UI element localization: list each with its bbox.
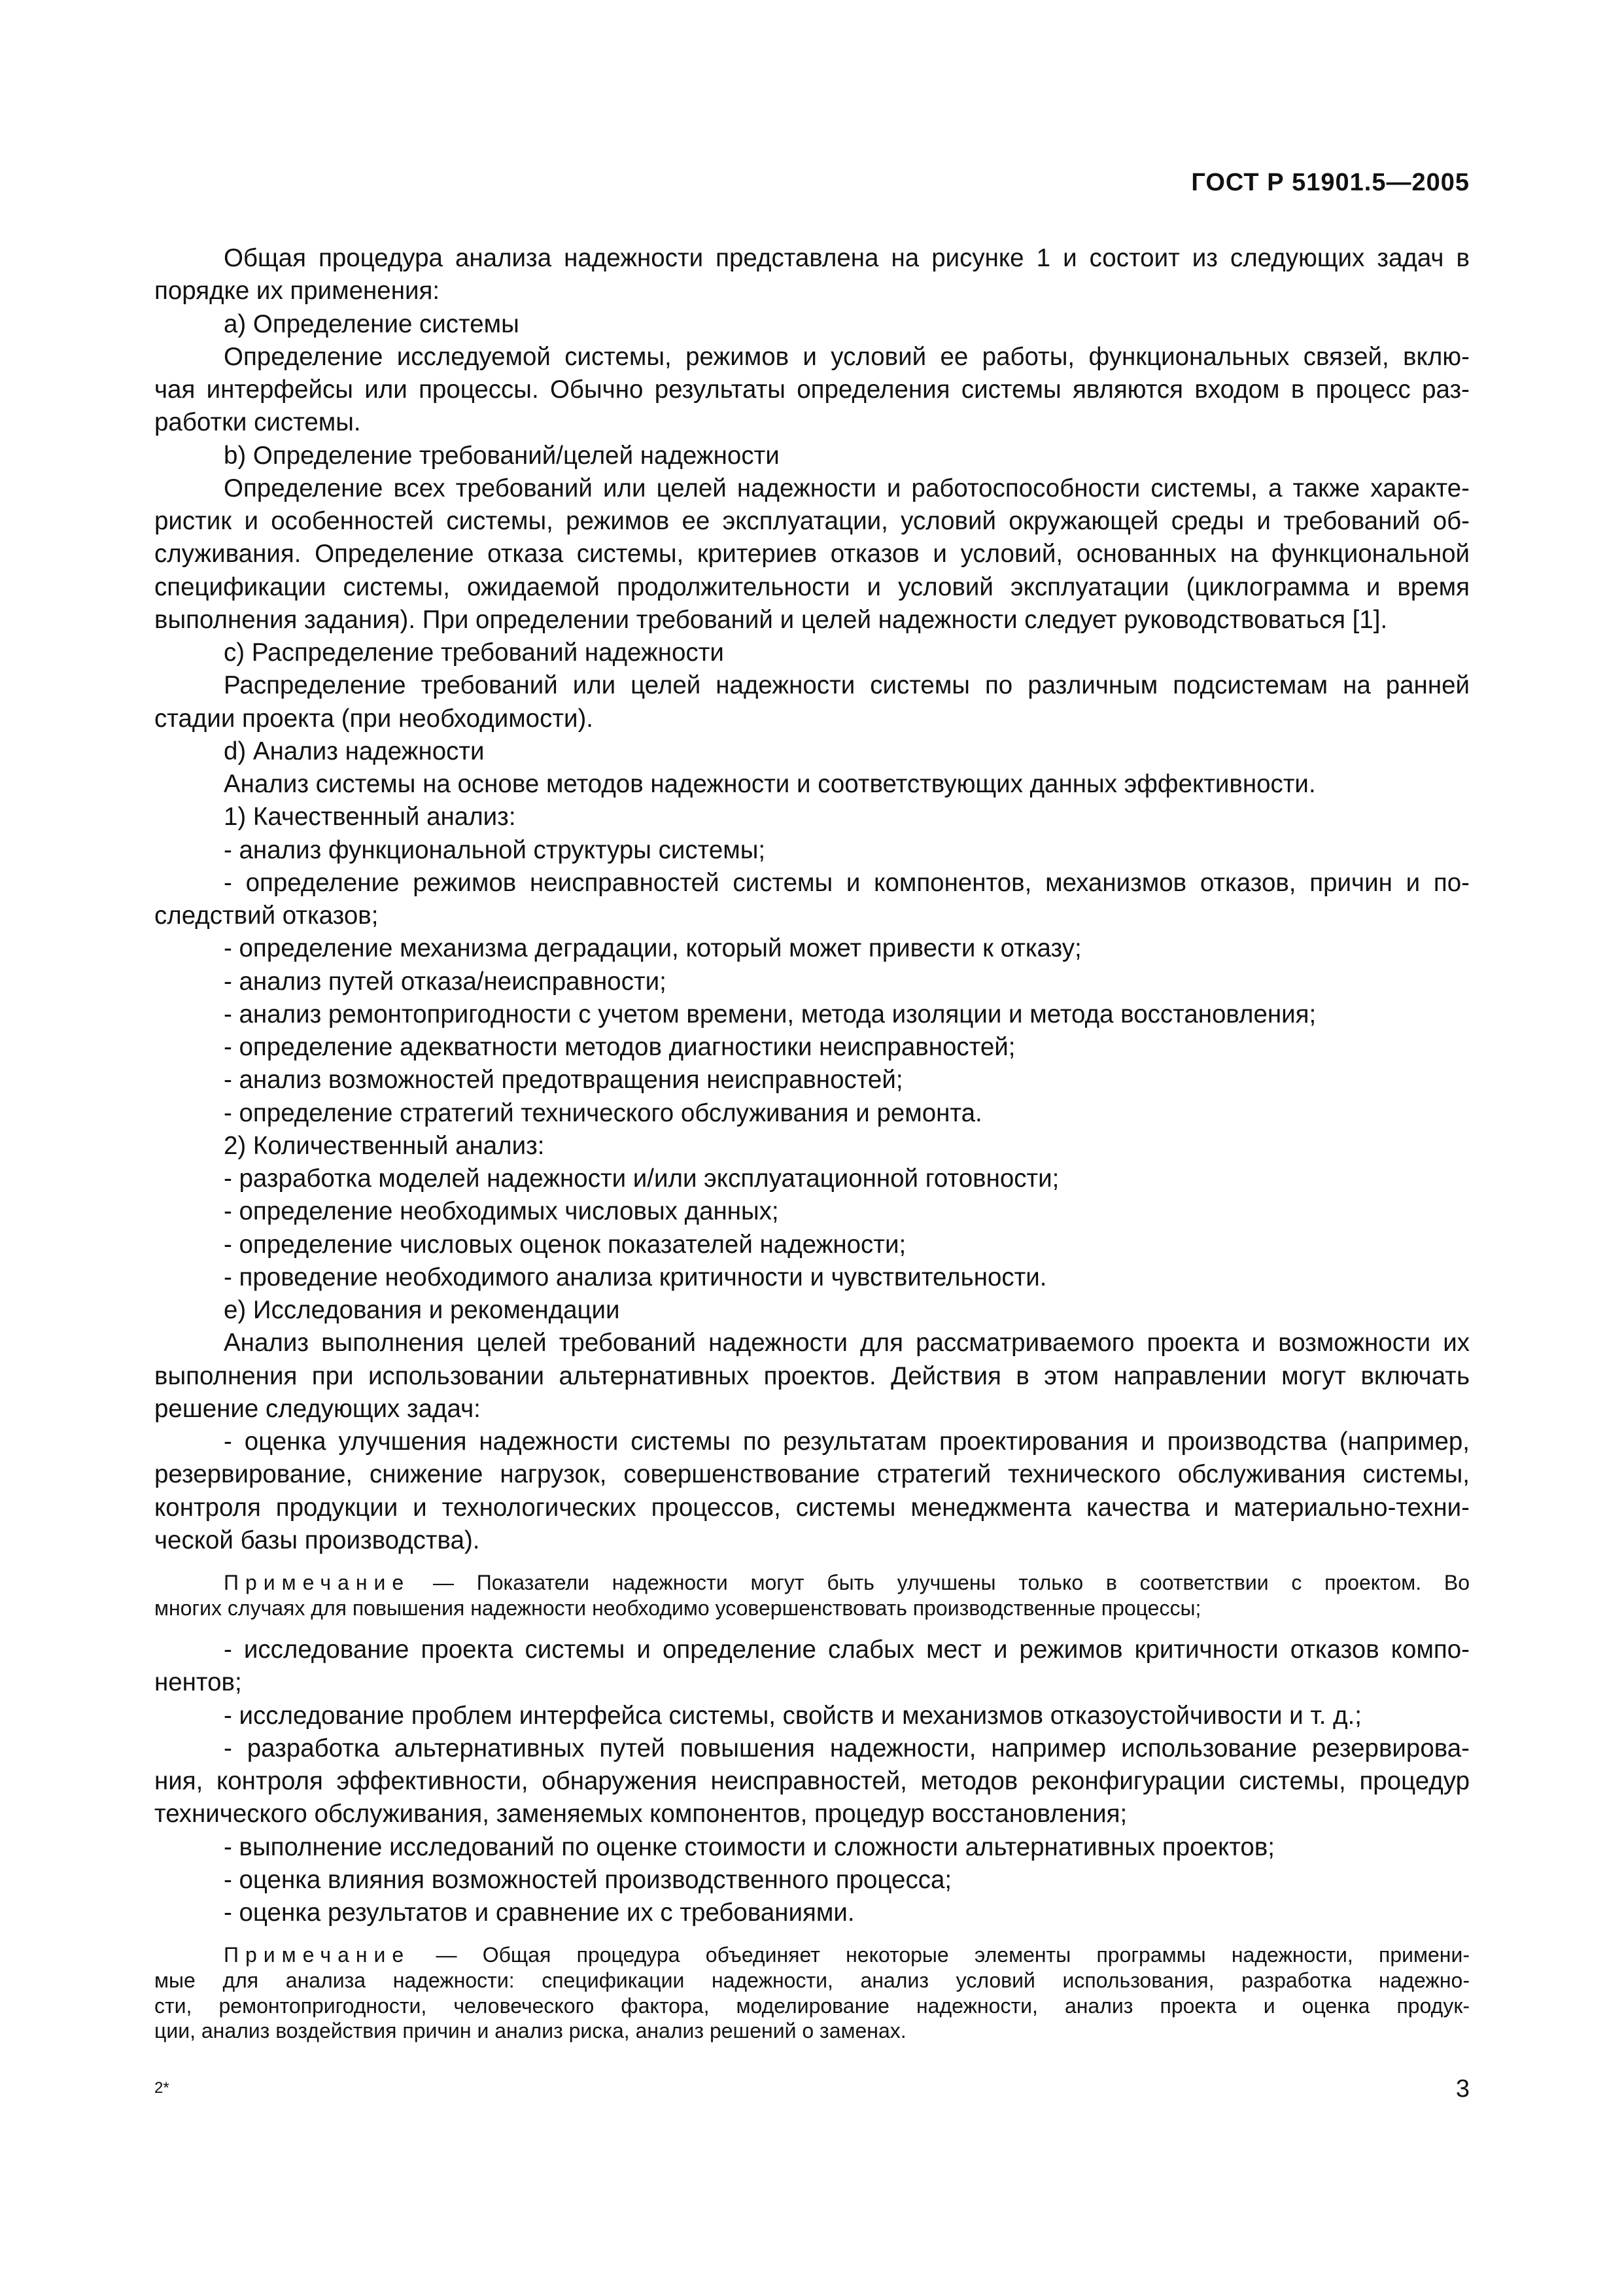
text-line: Общая процедура анализа надежности представлена на рисунке 1 и состоит из следующих задач в xyxy=(224,244,1470,272)
paragraph xyxy=(154,735,1470,768)
text-line: Определение всех требований или целей надежности и работоспособности системы, а также характе- xyxy=(224,474,1470,502)
paragraph xyxy=(154,1426,1470,1557)
paragraph xyxy=(154,966,1470,998)
paragraph xyxy=(154,1097,1470,1130)
paragraph xyxy=(154,1634,1470,1700)
text-line: Распределение требований или целей надежности системы по различным подсистемам на ранней xyxy=(224,671,1470,700)
text-line: работки системы. xyxy=(154,408,361,437)
paragraph xyxy=(154,669,1470,735)
text-line: порядке их применения: xyxy=(154,277,440,306)
paragraph xyxy=(154,998,1470,1031)
paragraph xyxy=(154,1195,1470,1228)
text-line: - анализ путей отказа/неисправности; xyxy=(224,967,666,996)
paragraph xyxy=(154,637,1470,669)
paragraph xyxy=(154,472,1470,637)
note-text: сти, ремонтопригодности, человеческого фактора, моделирование надежности, анализ проекта и оценка продук- xyxy=(154,1993,1470,2018)
text-line: спецификации системы, ожидаемой продолжительности и условий эксплуатации (циклограмма и время xyxy=(154,572,1470,601)
text-line: - определение механизма деградации, который может привести к отказу; xyxy=(224,934,1082,963)
paragraph xyxy=(154,242,1470,308)
paragraph xyxy=(154,1130,1470,1163)
paragraph xyxy=(154,1327,1470,1426)
text-line: выполнения задания). При определении требований и целей надежности следует руководствоваться [1]. xyxy=(154,605,1388,634)
note-label: Примечание xyxy=(224,1943,411,1967)
paragraph xyxy=(154,1864,1470,1897)
text-line: b) Определение требований/целей надежности xyxy=(224,441,780,470)
text-line: - определение числовых оценок показателей надежности; xyxy=(224,1230,907,1259)
text-line: контроля продукции и технологических процессов, системы менеджмента качества и материально-техни- xyxy=(154,1493,1470,1522)
paragraph xyxy=(154,1831,1470,1864)
paragraph xyxy=(154,341,1470,440)
text-line: - разработка альтернативных путей повышения надежности, например использование резервирова- xyxy=(224,1734,1470,1762)
text-line: следствий отказов; xyxy=(154,902,379,930)
paragraph xyxy=(154,1700,1470,1732)
text-line: Определение исследуемой системы, режимов и условий ее работы, функциональных связей, вклю- xyxy=(224,342,1470,371)
note-line xyxy=(154,1968,1470,1993)
paragraph xyxy=(154,932,1470,965)
text-line: технического обслуживания, заменяемых компонентов, процедур восстановления; xyxy=(154,1800,1128,1829)
text-line: - исследование проблем интерфейса системы, свойств и механизмов отказоустойчивости и т. д.; xyxy=(224,1701,1362,1730)
note-text: ции, анализ воздействия причин и анализ риска, анализ решений о заменах. xyxy=(154,2019,907,2043)
text-line: a) Определение системы xyxy=(224,309,519,338)
text-line: - анализ ремонтопригодности с учетом времени, метода изоляции и метода восстановления; xyxy=(224,1000,1317,1028)
text-line: резервирование, снижение нагрузок, совершенствование стратегий технического обслуживания системы, xyxy=(154,1460,1470,1489)
paragraph xyxy=(154,308,1470,341)
note-text: — Общая процедура объединяет некоторые элементы программы надежности, примени- xyxy=(436,1943,1470,1967)
note-block xyxy=(154,1570,1470,1621)
text-line: решение следующих задач: xyxy=(154,1394,481,1423)
paragraph xyxy=(154,1294,1470,1327)
text-line: ческой базы производства). xyxy=(154,1526,480,1554)
text-line: - проведение необходимого анализа критичности и чувствительности. xyxy=(224,1263,1047,1291)
text-line: Анализ системы на основе методов надежности и соответствующих данных эффективности. xyxy=(224,770,1316,798)
text-line: - определение необходимых числовых данных; xyxy=(224,1197,779,1226)
paragraph xyxy=(154,834,1470,867)
text-line: - исследование проекта системы и определение слабых мест и режимов критичности отказов компо- xyxy=(224,1636,1470,1664)
text-line: 2) Количественный анализ: xyxy=(224,1131,545,1160)
note-line xyxy=(154,1942,1470,1968)
paragraph xyxy=(154,1261,1470,1294)
document-header-standard-number: ГОСТ Р 51901.5—2005 xyxy=(1191,169,1470,196)
text-line: ния, контроля эффективности, обнаружения неисправностей, методов реконфигурации системы, процедур xyxy=(154,1767,1470,1796)
note-block xyxy=(154,1942,1470,2043)
note-text: мые для анализа надежности: спецификации надежности, анализ условий использования, разработка надежно- xyxy=(154,1969,1470,1993)
text-line: e) Исследования и рекомендации xyxy=(224,1296,620,1324)
note-line xyxy=(154,1993,1470,2019)
text-line: служивания. Определение отказа системы, критериев отказов и условий, основанных на функциональной xyxy=(154,540,1470,569)
paragraph xyxy=(154,1163,1470,1195)
paragraph xyxy=(154,1064,1470,1096)
text-line: - оценка результатов и сравнение их с требованиями. xyxy=(224,1899,855,1927)
text-line: - разработка моделей надежности и/или эксплуатационной готовности; xyxy=(224,1165,1060,1193)
text-line: Анализ выполнения целей требований надежности для рассматриваемого проекта и возможности их xyxy=(224,1329,1470,1358)
note-label: Примечание xyxy=(224,1571,411,1594)
note-line xyxy=(154,1596,1470,1621)
text-line: чая интерфейсы или процессы. Обычно результаты определения системы являются входом в процесс раз- xyxy=(154,376,1470,404)
text-line: 1) Качественный анализ: xyxy=(224,803,516,832)
paragraph xyxy=(154,768,1470,801)
text-line: d) Анализ надежности xyxy=(224,737,485,765)
text-line: - определение режимов неисправностей системы и компонентов, механизмов отказов, причин и по- xyxy=(224,868,1470,897)
text-line: - выполнение исследований по оценке стоимости и сложности альтернативных проектов; xyxy=(224,1832,1275,1861)
note-text: — Показатели надежности могут быть улучшены только в соответствии с проектом. Во xyxy=(432,1571,1470,1594)
footer-page-number: 3 xyxy=(1455,2075,1470,2103)
text-line: выполнения при использовании альтернативных проектов. Действия в этом направлении могут включать xyxy=(154,1361,1470,1390)
note-line xyxy=(154,1570,1470,1596)
text-line: - определение адекватности методов диагностики неисправностей; xyxy=(224,1033,1016,1061)
note-line xyxy=(154,2018,1470,2044)
footer-sheet-mark: 2* xyxy=(154,2079,169,2097)
paragraph xyxy=(154,1229,1470,1261)
paragraph xyxy=(154,1031,1470,1064)
text-line: - анализ функциональной структуры системы; xyxy=(224,835,766,864)
text-line: c) Распределение требований надежности xyxy=(224,639,724,667)
text-line: - оценка улучшения надежности системы по результатам проектирования и производства (например, xyxy=(224,1428,1470,1456)
paragraph xyxy=(154,801,1470,833)
text-line: стадии проекта (при необходимости). xyxy=(154,704,593,733)
paragraph xyxy=(154,867,1470,933)
paragraph xyxy=(154,1897,1470,1929)
text-line: - анализ возможностей предотвращения неисправностей; xyxy=(224,1066,903,1095)
text-line: ристик и особенностей системы, режимов ее эксплуатации, условий окружающей среды и требований об- xyxy=(154,507,1470,535)
text-line: - оценка влияния возможностей производственного процесса; xyxy=(224,1865,952,1894)
paragraph xyxy=(154,1732,1470,1831)
note-text: многих случаях для повышения надежности необходимо усовершенствовать производственные процессы; xyxy=(154,1596,1201,1620)
document-body xyxy=(154,242,1470,2057)
text-line: нентов; xyxy=(154,1668,242,1697)
paragraph xyxy=(154,440,1470,472)
text-line: - определение стратегий технического обслуживания и ремонта. xyxy=(224,1098,982,1127)
